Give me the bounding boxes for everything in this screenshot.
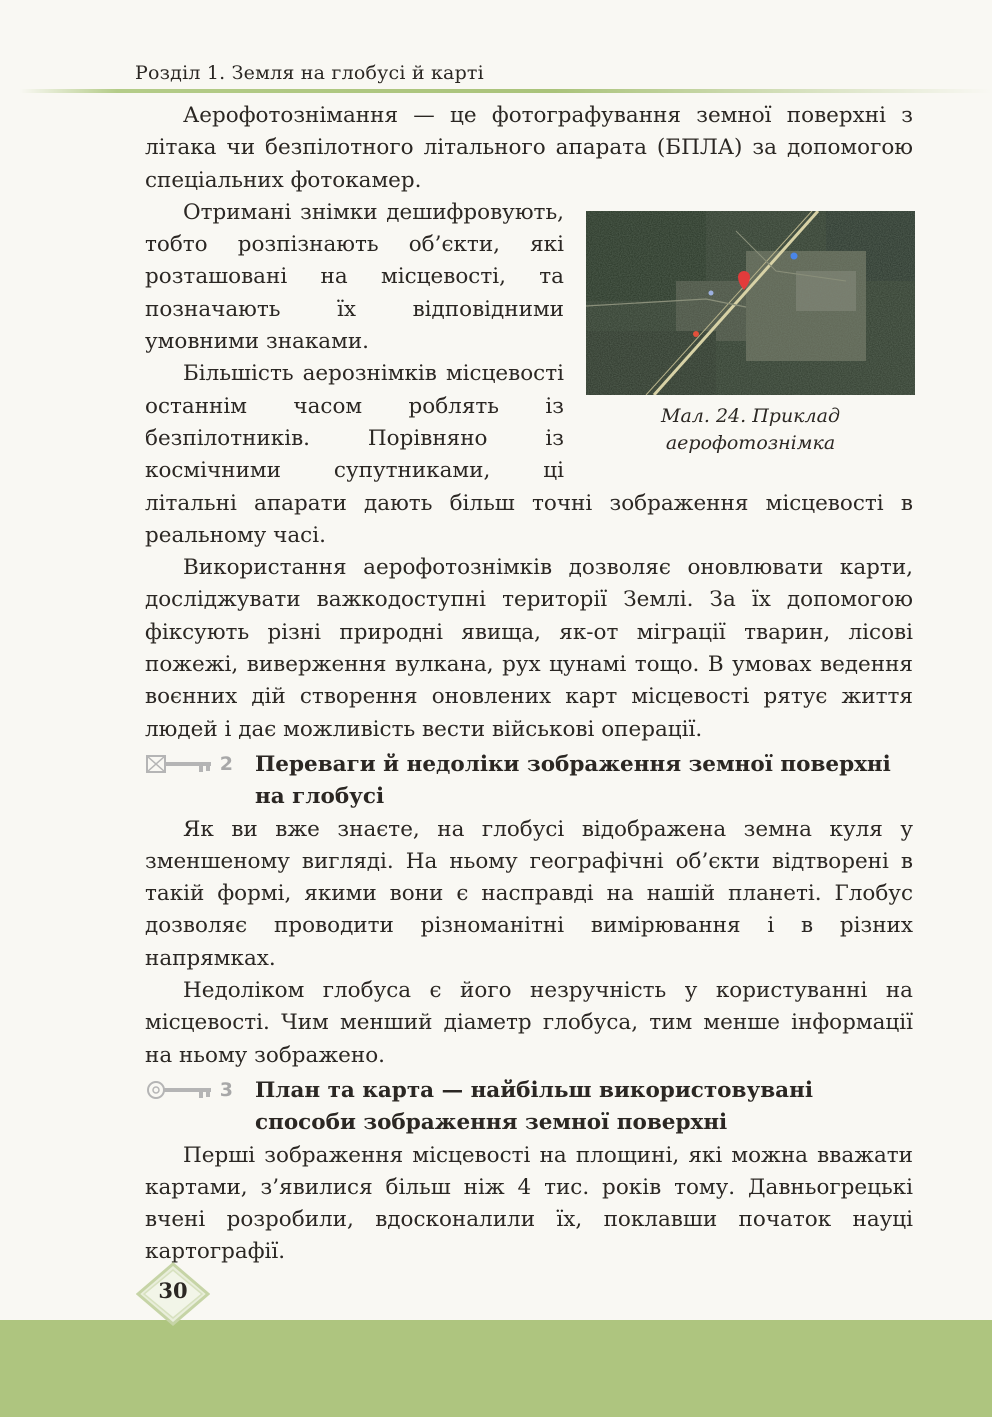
footer-band — [0, 1320, 992, 1417]
paragraph-aerial-definition: Аерофотознімання — це фотографування земної поверхні з літака чи безпілотного літального апарата (БПЛА) за допомогою спеціальних фотокамер. — [145, 103, 913, 193]
header-rule — [20, 89, 992, 93]
figure-caption — [586, 403, 915, 457]
figure-24 — [586, 211, 915, 457]
page-number: 30 — [158, 1278, 188, 1303]
caption-line-2: аерофотознімка — [665, 431, 836, 454]
section-number: 2 — [219, 752, 233, 775]
paragraph-drones: Більшість аерознімків місцевості останнім часом роблять із безпілотників. Порівняно із космічними супутниками, ці літальні апарати дають більш точні зображення місцевості в реальному часі. — [145, 361, 913, 548]
running-header: Розділ 1. Земля на глобусі й карті — [135, 62, 484, 84]
section-title: План та карта — найбільш використовувані способи зображення земної поверхні — [255, 1077, 813, 1136]
paragraph-globe-drawback: Недоліком глобуса є його незручність у користуванні на місцевості. Чим менший діаметр глобуса, тим менше інформації на ньому зображено. — [145, 978, 913, 1068]
section-title: Переваги й недоліки зображення земної поверхні на глобусі — [255, 751, 891, 810]
paragraph-usage: Використання аерофотознімків дозволяє оновлювати карти, досліджувати важкодоступні території Землі. За їх допомогою фіксують різні природні явища, як-от міграції тварин, лісові пожежі, виверження вулкана, рух цунамі тощо. В умовах ведення воєнних дій створення оновлених карт місцевості рятує життя людей і дає можливість вести військові операції. — [145, 555, 913, 742]
section-heading-2 — [145, 749, 913, 814]
paragraph-first-maps: Перші зображення місцевості на площині, які можна вважати картами, з’явилися більш ніж 4 тис. років тому. Давньогрецькі вчені розробили, вдосконалили їх, поклавши початок науці картографії. — [145, 1142, 913, 1265]
key-icon — [145, 1077, 237, 1103]
paragraph-decoding: Отримані знімки дешифровують, тобто розпізнають об’єкти, які розташовані на місцевості, та позначають їх відповідними умовними знаками. — [145, 199, 564, 355]
paragraph-globe-description: Як ви вже знаєте, на глобусі відображена земна куля у зменшеному вигляді. На ньому географічні об’єкти відтворені в такій формі, якими вони є насправді на нашій планеті. Глобус дозволяє проводити різноманітні вимірювання і в різних напрямках. — [145, 816, 913, 971]
section-number: 3 — [219, 1078, 233, 1101]
caption-line-1: Мал. 24. Приклад — [661, 404, 840, 427]
page-content — [145, 100, 913, 1269]
aerial-photo — [586, 211, 915, 395]
section-heading-3 — [145, 1075, 913, 1140]
key-icon — [145, 751, 237, 777]
